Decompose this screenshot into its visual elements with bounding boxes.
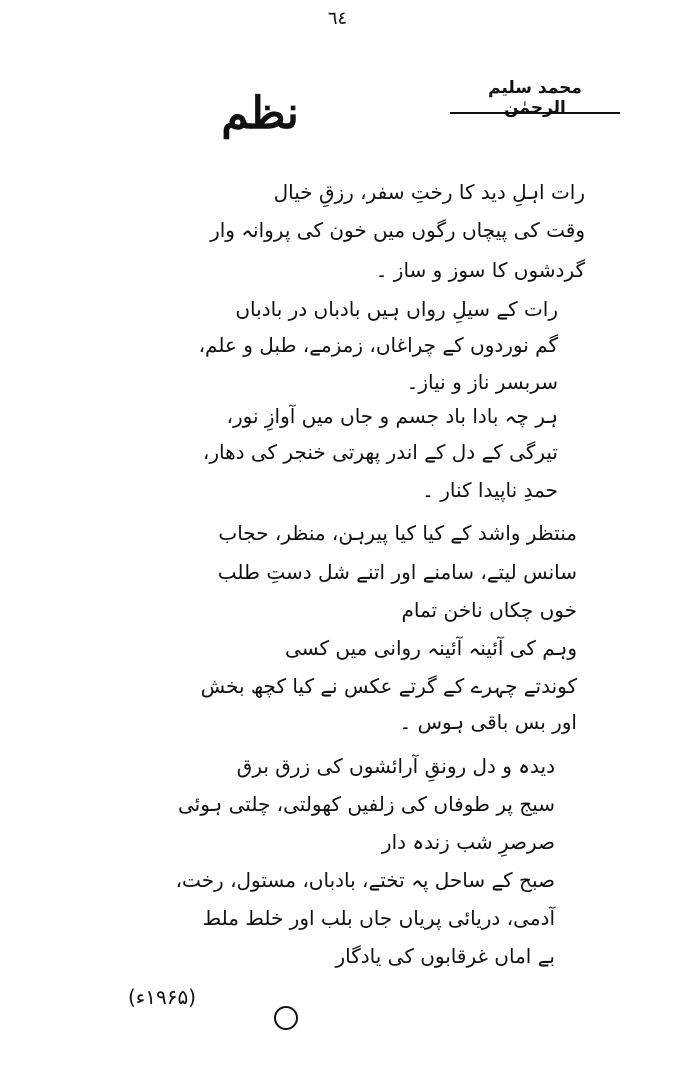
poem-line: وہم کی آئینہ آئینہ روانی میں کسی [285,636,577,660]
poem-line: سانس لیتے، سامنے اور اتنے شل دستِ طلب [217,560,577,584]
composition-year: (۱۹۶۵ء) [128,985,196,1009]
poem-title: نظم [221,88,299,139]
poem-line: آدمی، دریائی پریاں جاں بلب اور خلط ملط [202,906,555,930]
poem-line: صرصرِ شب زندہ دار [381,830,555,854]
poem-line: دیدہ و دل رونقِ آرائشوں کی زرق برق [236,754,555,778]
author-underline [450,112,620,114]
poem-line: منتظر واشد کے کیا کیا پیرہن، منظر، حجاب [218,521,577,545]
poem-line: رات اہلِ دید کا رختِ سفر، رزقِ خیال [273,180,585,204]
poem-line: خوں چکاں ناخن تمام [401,598,577,622]
poem-line: سربسر ناز و نیاز۔ [406,370,558,394]
poem-line: اور بس باقی ہوس ۔ [399,710,577,734]
poem-line: کوندتے چہرے کے گرتے عکس نے کیا کچھ بخش [200,674,577,698]
poem-line: صبح کے ساحل پہ تختے، بادباں، مستول، رخت، [175,868,555,892]
poem-line: بے اماں غرقابوں کی یادگار [335,944,555,968]
poem-line: رات کے سیلِ رواں ہیں بادباں در بادباں [235,297,558,321]
poem-line: ہر چہ بادا باد جسم و جاں میں آوازِ نور، [226,404,558,428]
poem-line: گم نوردوں کے چراغاں، زمزمے، طبل و علم، [198,333,558,357]
poem-line: حمدِ ناپیدا کنار ۔ [422,478,558,502]
poem-line: سیج پر طوفاں کی زلفیں کھولتی، چلتی ہوئی [177,792,555,816]
page-number: ٦٤ [327,8,348,29]
author-name: محمد سلیم الرحمٰن [488,78,582,118]
poem-line: وقت کی پیچاں رگوں میں خون کی پروانہ وار [210,218,585,242]
poem-line: تیرگی کے دل کے اندر پھرتی خنجر کی دھار، [202,440,558,464]
end-circle-icon [274,1006,298,1030]
poem-line: گردشوں کا سوز و ساز ۔ [375,258,585,282]
